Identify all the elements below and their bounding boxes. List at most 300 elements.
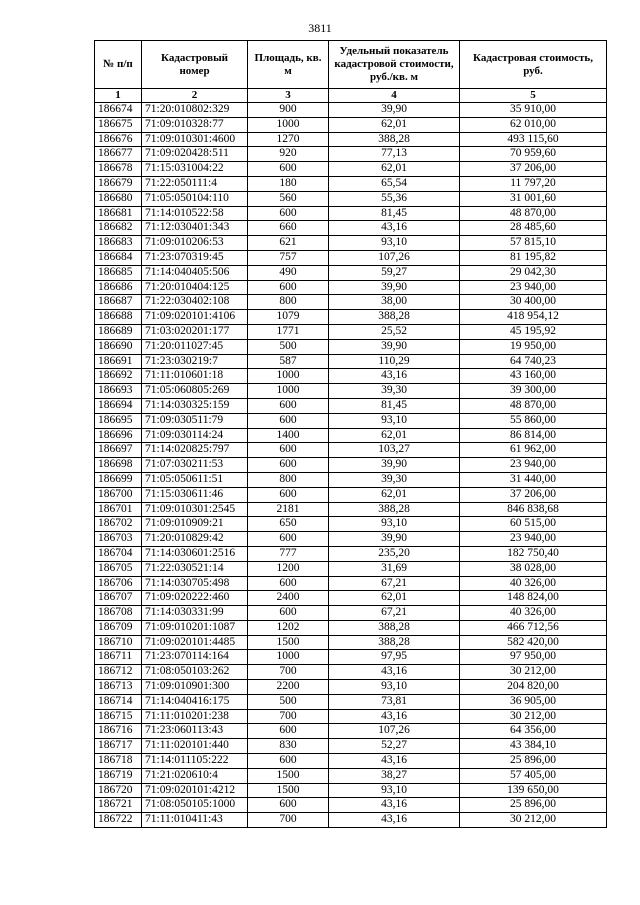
row-number-cell: 186679 <box>95 176 142 191</box>
cadastral-value-cell: 48 870,00 <box>460 398 607 413</box>
cadastral-number-cell: 71:09:030114:24 <box>142 428 248 443</box>
specific-value-cell: 43,16 <box>329 369 460 384</box>
header-area: Площадь, кв. м <box>248 41 329 89</box>
row-number-cell: 186717 <box>95 739 142 754</box>
column-number: 2 <box>142 89 248 103</box>
specific-value-cell: 110,29 <box>329 354 460 369</box>
table-row <box>95 369 607 384</box>
cadastral-value-cell: 37 206,00 <box>460 487 607 502</box>
cadastral-number-cell: 71:09:010301:4600 <box>142 132 248 147</box>
area-cell: 700 <box>248 709 329 724</box>
specific-value-cell: 103,27 <box>329 443 460 458</box>
cadastral-value-cell: 43 160,00 <box>460 369 607 384</box>
area-cell: 1400 <box>248 428 329 443</box>
cadastral-value-cell: 64 740,23 <box>460 354 607 369</box>
table-row <box>95 147 607 162</box>
table-row <box>95 295 607 310</box>
specific-value-cell: 388,28 <box>329 132 460 147</box>
row-number-cell: 186720 <box>95 783 142 798</box>
cadastral-number-cell: 71:09:010901:300 <box>142 680 248 695</box>
area-cell: 1771 <box>248 324 329 339</box>
cadastral-number-cell: 71:23:070319:45 <box>142 250 248 265</box>
cadastral-number-cell: 71:21:020610:4 <box>142 768 248 783</box>
specific-value-cell: 62,01 <box>329 591 460 606</box>
cadastral-number-cell: 71:09:010909:21 <box>142 517 248 532</box>
area-cell: 587 <box>248 354 329 369</box>
table-row <box>95 206 607 221</box>
table-row <box>95 132 607 147</box>
table-row <box>95 783 607 798</box>
area-cell: 600 <box>248 206 329 221</box>
cadastral-number-cell: 71:05:050611:51 <box>142 472 248 487</box>
row-number-cell: 186690 <box>95 339 142 354</box>
table-row <box>95 117 607 132</box>
table-row <box>95 532 607 547</box>
cadastral-number-cell: 71:09:010301:2545 <box>142 502 248 517</box>
row-number-cell: 186698 <box>95 458 142 473</box>
specific-value-cell: 39,90 <box>329 532 460 547</box>
area-cell: 1500 <box>248 768 329 783</box>
table-row <box>95 339 607 354</box>
row-number-cell: 186710 <box>95 635 142 650</box>
header-specific-value: Удельный показатель кадастровой стоимости, руб./кв. м <box>329 41 460 89</box>
area-cell: 900 <box>248 103 329 118</box>
table-row <box>95 709 607 724</box>
area-cell: 1000 <box>248 117 329 132</box>
row-number-cell: 186704 <box>95 546 142 561</box>
table-row <box>95 768 607 783</box>
cadastral-number-cell: 71:22:030521:14 <box>142 561 248 576</box>
table-row <box>95 813 607 828</box>
table-row <box>95 250 607 265</box>
table-row <box>95 413 607 428</box>
row-number-cell: 186718 <box>95 754 142 769</box>
cadastral-number-cell: 71:11:010201:238 <box>142 709 248 724</box>
area-cell: 600 <box>248 606 329 621</box>
area-cell: 600 <box>248 754 329 769</box>
cadastral-value-cell: 70 959,60 <box>460 147 607 162</box>
cadastral-number-cell: 71:09:010328:77 <box>142 117 248 132</box>
row-number-cell: 186694 <box>95 398 142 413</box>
cadastral-value-cell: 62 010,00 <box>460 117 607 132</box>
area-cell: 2400 <box>248 591 329 606</box>
area-cell: 700 <box>248 813 329 828</box>
specific-value-cell: 107,26 <box>329 724 460 739</box>
specific-value-cell: 38,27 <box>329 768 460 783</box>
specific-value-cell: 77,13 <box>329 147 460 162</box>
area-cell: 800 <box>248 295 329 310</box>
area-cell: 600 <box>248 280 329 295</box>
area-cell: 1270 <box>248 132 329 147</box>
table-row <box>95 443 607 458</box>
specific-value-cell: 25,52 <box>329 324 460 339</box>
specific-value-cell: 93,10 <box>329 783 460 798</box>
cadastral-number-cell: 71:11:020101:440 <box>142 739 248 754</box>
area-cell: 2200 <box>248 680 329 695</box>
area-cell: 777 <box>248 546 329 561</box>
table-row <box>95 724 607 739</box>
cadastral-value-cell: 40 326,00 <box>460 606 607 621</box>
row-number-cell: 186716 <box>95 724 142 739</box>
cadastral-number-cell: 71:03:020201:177 <box>142 324 248 339</box>
area-cell: 600 <box>248 576 329 591</box>
cadastral-value-cell: 30 400,00 <box>460 295 607 310</box>
specific-value-cell: 388,28 <box>329 502 460 517</box>
cadastral-value-cell: 182 750,40 <box>460 546 607 561</box>
table-row <box>95 576 607 591</box>
cadastral-number-cell: 71:07:030211:53 <box>142 458 248 473</box>
cadastral-number-cell: 71:15:030611:46 <box>142 487 248 502</box>
table-row <box>95 739 607 754</box>
row-number-cell: 186677 <box>95 147 142 162</box>
cadastral-value-cell: 148 824,00 <box>460 591 607 606</box>
cadastral-number-cell: 71:08:050103:262 <box>142 665 248 680</box>
cadastral-value-cell: 30 212,00 <box>460 813 607 828</box>
row-number-cell: 186705 <box>95 561 142 576</box>
cadastral-number-cell: 71:11:010601:18 <box>142 369 248 384</box>
area-cell: 757 <box>248 250 329 265</box>
area-cell: 600 <box>248 443 329 458</box>
cadastral-value-cell: 30 212,00 <box>460 665 607 680</box>
row-number-cell: 186695 <box>95 413 142 428</box>
table-row <box>95 428 607 443</box>
cadastral-value-cell: 29 042,30 <box>460 265 607 280</box>
cadastral-number-cell: 71:12:030401:343 <box>142 221 248 236</box>
cadastral-value-cell: 60 515,00 <box>460 517 607 532</box>
row-number-cell: 186713 <box>95 680 142 695</box>
table-row <box>95 502 607 517</box>
row-number-cell: 186712 <box>95 665 142 680</box>
area-cell: 1200 <box>248 561 329 576</box>
cadastral-number-cell: 71:15:031004:22 <box>142 162 248 177</box>
cadastral-value-cell: 493 115,60 <box>460 132 607 147</box>
specific-value-cell: 39,30 <box>329 472 460 487</box>
header-cadastral-number: Кадастровый номер <box>142 41 248 89</box>
cadastral-number-cell: 71:11:010411:43 <box>142 813 248 828</box>
cadastral-value-cell: 11 797,20 <box>460 176 607 191</box>
column-number-row <box>95 89 607 103</box>
table-row <box>95 546 607 561</box>
row-number-cell: 186702 <box>95 517 142 532</box>
specific-value-cell: 97,95 <box>329 650 460 665</box>
cadastral-number-cell: 71:05:060805:269 <box>142 384 248 399</box>
cadastral-number-cell: 71:14:030325:159 <box>142 398 248 413</box>
cadastral-value-cell: 582 420,00 <box>460 635 607 650</box>
specific-value-cell: 43,16 <box>329 798 460 813</box>
row-number-cell: 186697 <box>95 443 142 458</box>
specific-value-cell: 39,90 <box>329 339 460 354</box>
cadastral-value-cell: 86 814,00 <box>460 428 607 443</box>
cadastral-number-cell: 71:20:011027:45 <box>142 339 248 354</box>
cadastral-value-cell: 40 326,00 <box>460 576 607 591</box>
table-row <box>95 694 607 709</box>
cadastral-number-cell: 71:09:020101:4106 <box>142 310 248 325</box>
specific-value-cell: 67,21 <box>329 606 460 621</box>
row-number-cell: 186709 <box>95 620 142 635</box>
table-row <box>95 103 607 118</box>
table-row <box>95 665 607 680</box>
area-cell: 600 <box>248 532 329 547</box>
row-number-cell: 186699 <box>95 472 142 487</box>
specific-value-cell: 38,00 <box>329 295 460 310</box>
specific-value-cell: 81,45 <box>329 206 460 221</box>
row-number-cell: 186701 <box>95 502 142 517</box>
specific-value-cell: 62,01 <box>329 428 460 443</box>
table-row <box>95 680 607 695</box>
table-row <box>95 354 607 369</box>
table-row <box>95 398 607 413</box>
area-cell: 1500 <box>248 635 329 650</box>
area-cell: 560 <box>248 191 329 206</box>
cadastral-value-cell: 31 440,00 <box>460 472 607 487</box>
cadastral-number-cell: 71:20:010829:42 <box>142 532 248 547</box>
cadastral-value-cell: 846 838,68 <box>460 502 607 517</box>
row-number-cell: 186707 <box>95 591 142 606</box>
area-cell: 500 <box>248 339 329 354</box>
row-number-cell: 186711 <box>95 650 142 665</box>
area-cell: 2181 <box>248 502 329 517</box>
cadastral-value-cell: 139 650,00 <box>460 783 607 798</box>
column-number: 5 <box>460 89 607 103</box>
row-number-cell: 186715 <box>95 709 142 724</box>
cadastral-value-cell: 36 905,00 <box>460 694 607 709</box>
specific-value-cell: 388,28 <box>329 635 460 650</box>
specific-value-cell: 93,10 <box>329 680 460 695</box>
cadastral-value-cell: 466 712,56 <box>460 620 607 635</box>
cadastral-value-cell: 19 950,00 <box>460 339 607 354</box>
specific-value-cell: 43,16 <box>329 221 460 236</box>
area-cell: 1202 <box>248 620 329 635</box>
cadastral-value-cell: 97 950,00 <box>460 650 607 665</box>
cadastral-value-cell: 31 001,60 <box>460 191 607 206</box>
cadastral-number-cell: 71:05:050104:110 <box>142 191 248 206</box>
table-row <box>95 635 607 650</box>
table-row <box>95 458 607 473</box>
header-cadastral-value: Кадастровая стоимость, руб. <box>460 41 607 89</box>
cadastral-value-cell: 39 300,00 <box>460 384 607 399</box>
row-number-cell: 186681 <box>95 206 142 221</box>
specific-value-cell: 31,69 <box>329 561 460 576</box>
area-cell: 600 <box>248 413 329 428</box>
cadastral-value-cell: 57 405,00 <box>460 768 607 783</box>
cadastral-number-cell: 71:23:060113:43 <box>142 724 248 739</box>
specific-value-cell: 59,27 <box>329 265 460 280</box>
specific-value-cell: 39,90 <box>329 280 460 295</box>
row-number-cell: 186686 <box>95 280 142 295</box>
area-cell: 920 <box>248 147 329 162</box>
cadastral-number-cell: 71:20:010802:329 <box>142 103 248 118</box>
cadastral-value-cell: 23 940,00 <box>460 532 607 547</box>
area-cell: 660 <box>248 221 329 236</box>
specific-value-cell: 388,28 <box>329 310 460 325</box>
specific-value-cell: 62,01 <box>329 162 460 177</box>
area-cell: 800 <box>248 472 329 487</box>
table-row <box>95 191 607 206</box>
area-cell: 700 <box>248 665 329 680</box>
table-row <box>95 162 607 177</box>
table-row <box>95 620 607 635</box>
table-row <box>95 487 607 502</box>
specific-value-cell: 39,90 <box>329 458 460 473</box>
cadastral-number-cell: 71:20:010404:125 <box>142 280 248 295</box>
specific-value-cell: 67,21 <box>329 576 460 591</box>
cadastral-number-cell: 71:14:020825:797 <box>142 443 248 458</box>
cadastral-value-cell: 57 815,10 <box>460 236 607 251</box>
table-row <box>95 324 607 339</box>
row-number-cell: 186692 <box>95 369 142 384</box>
table-row <box>95 606 607 621</box>
page-number: 3811 <box>308 21 332 35</box>
specific-value-cell: 93,10 <box>329 517 460 532</box>
row-number-cell: 186693 <box>95 384 142 399</box>
area-cell: 490 <box>248 265 329 280</box>
specific-value-cell: 81,45 <box>329 398 460 413</box>
table-row <box>95 798 607 813</box>
row-number-cell: 186688 <box>95 310 142 325</box>
cadastral-number-cell: 71:09:010201:1087 <box>142 620 248 635</box>
column-number: 3 <box>248 89 329 103</box>
cadastral-number-cell: 71:23:030219:7 <box>142 354 248 369</box>
area-cell: 1500 <box>248 783 329 798</box>
cadastral-value-cell: 48 870,00 <box>460 206 607 221</box>
row-number-cell: 186683 <box>95 236 142 251</box>
row-number-cell: 186680 <box>95 191 142 206</box>
specific-value-cell: 65,54 <box>329 176 460 191</box>
area-cell: 500 <box>248 694 329 709</box>
table-row <box>95 265 607 280</box>
area-cell: 600 <box>248 724 329 739</box>
specific-value-cell: 62,01 <box>329 117 460 132</box>
row-number-cell: 186700 <box>95 487 142 502</box>
table-row <box>95 591 607 606</box>
cadastral-number-cell: 71:14:011105:222 <box>142 754 248 769</box>
cadastral-number-cell: 71:22:050111:4 <box>142 176 248 191</box>
cadastral-value-cell: 45 195,92 <box>460 324 607 339</box>
area-cell: 830 <box>248 739 329 754</box>
specific-value-cell: 39,30 <box>329 384 460 399</box>
cadastral-number-cell: 71:08:050105:1000 <box>142 798 248 813</box>
area-cell: 1000 <box>248 369 329 384</box>
cadastral-value-cell: 37 206,00 <box>460 162 607 177</box>
area-cell: 600 <box>248 798 329 813</box>
specific-value-cell: 93,10 <box>329 236 460 251</box>
specific-value-cell: 93,10 <box>329 413 460 428</box>
cadastral-number-cell: 71:14:040405:506 <box>142 265 248 280</box>
row-number-cell: 186676 <box>95 132 142 147</box>
table-row <box>95 280 607 295</box>
cadastral-number-cell: 71:09:020101:4485 <box>142 635 248 650</box>
cadastral-value-cell: 23 940,00 <box>460 280 607 295</box>
cadastral-number-cell: 71:22:030402:108 <box>142 295 248 310</box>
row-number-cell: 186674 <box>95 103 142 118</box>
cadastral-value-cell: 25 896,00 <box>460 754 607 769</box>
table-row <box>95 472 607 487</box>
cadastral-number-cell: 71:09:020222:460 <box>142 591 248 606</box>
area-cell: 600 <box>248 487 329 502</box>
cadastral-number-cell: 71:09:020428:511 <box>142 147 248 162</box>
cadastral-value-cell: 30 212,00 <box>460 709 607 724</box>
row-number-cell: 186685 <box>95 265 142 280</box>
row-number-cell: 186714 <box>95 694 142 709</box>
cadastral-number-cell: 71:14:030601:2516 <box>142 546 248 561</box>
row-number-cell: 186675 <box>95 117 142 132</box>
specific-value-cell: 62,01 <box>329 487 460 502</box>
specific-value-cell: 43,16 <box>329 754 460 769</box>
column-number: 4 <box>329 89 460 103</box>
cadastral-value-cell: 418 954,12 <box>460 310 607 325</box>
column-number: 1 <box>95 89 142 103</box>
area-cell: 600 <box>248 398 329 413</box>
row-number-cell: 186682 <box>95 221 142 236</box>
row-number-cell: 186719 <box>95 768 142 783</box>
specific-value-cell: 43,16 <box>329 709 460 724</box>
area-cell: 621 <box>248 236 329 251</box>
cadastral-value-cell: 55 860,00 <box>460 413 607 428</box>
area-cell: 600 <box>248 162 329 177</box>
row-number-cell: 186721 <box>95 798 142 813</box>
specific-value-cell: 388,28 <box>329 620 460 635</box>
cadastral-value-cell: 28 485,60 <box>460 221 607 236</box>
specific-value-cell: 43,16 <box>329 813 460 828</box>
cadastral-value-cell: 61 962,00 <box>460 443 607 458</box>
row-number-cell: 186703 <box>95 532 142 547</box>
table-row <box>95 310 607 325</box>
table-row <box>95 236 607 251</box>
cadastral-value-cell: 204 820,00 <box>460 680 607 695</box>
area-cell: 1000 <box>248 384 329 399</box>
cadastral-number-cell: 71:09:010206:53 <box>142 236 248 251</box>
cadastral-number-cell: 71:09:020101:4212 <box>142 783 248 798</box>
header-row-number: № п/п <box>95 41 142 89</box>
specific-value-cell: 107,26 <box>329 250 460 265</box>
cadastral-value-cell: 35 910,00 <box>460 103 607 118</box>
specific-value-cell: 52,27 <box>329 739 460 754</box>
table-row <box>95 176 607 191</box>
header-row <box>95 41 607 89</box>
row-number-cell: 186687 <box>95 295 142 310</box>
specific-value-cell: 73,81 <box>329 694 460 709</box>
table-row <box>95 384 607 399</box>
cadastral-value-cell: 43 384,10 <box>460 739 607 754</box>
table-row <box>95 517 607 532</box>
table-row <box>95 650 607 665</box>
cadastral-number-cell: 71:09:030511:79 <box>142 413 248 428</box>
specific-value-cell: 235,20 <box>329 546 460 561</box>
cadastral-value-cell: 23 940,00 <box>460 458 607 473</box>
cadastral-value-cell: 38 028,00 <box>460 561 607 576</box>
cadastral-value-cell: 81 195,82 <box>460 250 607 265</box>
table-row <box>95 221 607 236</box>
table-row <box>95 561 607 576</box>
area-cell: 1079 <box>248 310 329 325</box>
row-number-cell: 186678 <box>95 162 142 177</box>
row-number-cell: 186708 <box>95 606 142 621</box>
specific-value-cell: 39,90 <box>329 103 460 118</box>
row-number-cell: 186684 <box>95 250 142 265</box>
specific-value-cell: 43,16 <box>329 665 460 680</box>
row-number-cell: 186706 <box>95 576 142 591</box>
cadastral-number-cell: 71:14:030705:498 <box>142 576 248 591</box>
area-cell: 650 <box>248 517 329 532</box>
cadastral-number-cell: 71:14:010522:58 <box>142 206 248 221</box>
cadastral-number-cell: 71:14:030331:99 <box>142 606 248 621</box>
row-number-cell: 186689 <box>95 324 142 339</box>
row-number-cell: 186691 <box>95 354 142 369</box>
cadastral-value-cell: 64 356,00 <box>460 724 607 739</box>
table-row <box>95 754 607 769</box>
cadastral-value-cell: 25 896,00 <box>460 798 607 813</box>
table-body <box>95 103 607 828</box>
